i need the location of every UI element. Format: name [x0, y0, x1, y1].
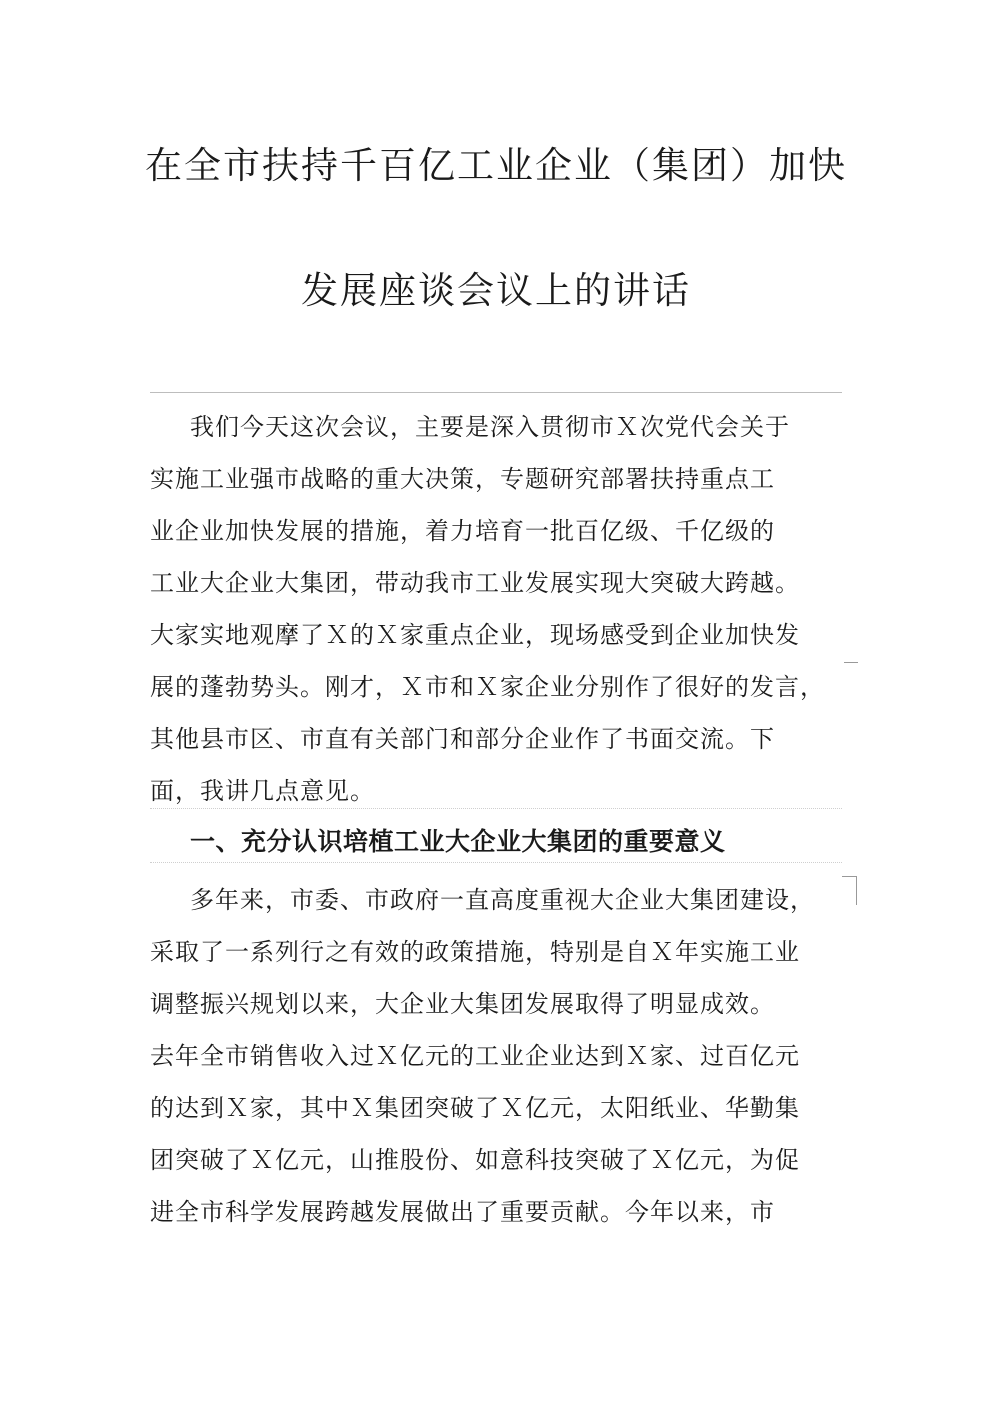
paragraph-line: 面，我讲几点意见。	[150, 777, 375, 805]
paragraph-line: 业企业加快发展的措施，着力培育一批百亿级、千亿级的	[150, 517, 775, 545]
paragraph-line: 调整振兴规划以来，大企业大集团发展取得了明显成效。	[150, 990, 775, 1018]
margin-mark	[844, 662, 858, 664]
paragraph-line: 采取了一系列行之有效的政策措施，特别是自Ｘ年实施工业	[150, 938, 800, 966]
paragraph-line: 大家实地观摩了Ｘ的Ｘ家重点企业，现场感受到企业加快发	[150, 621, 800, 649]
paragraph-line: 去年全市销售收入过Ｘ亿元的工业企业达到Ｘ家、过百亿元	[150, 1042, 800, 1070]
paragraph-line: 的达到Ｘ家，其中Ｘ集团突破了Ｘ亿元，太阳纸业、华勤集	[150, 1094, 800, 1122]
paragraph-line: 工业大企业大集团，带动我市工业发展实现大突破大跨越。	[150, 569, 800, 597]
section-divider	[150, 862, 842, 863]
header-divider	[150, 392, 842, 393]
paragraph-line: 多年来，市委、市政府一直高度重视大企业大集团建设，	[190, 886, 815, 914]
paragraph-line: 团突破了Ｘ亿元，山推股份、如意科技突破了Ｘ亿元，为促	[150, 1146, 800, 1174]
paragraph-line: 其他县市区、市直有关部门和部分企业作了书面交流。下	[150, 725, 775, 753]
paragraph-line: 实施工业强市战略的重大决策，专题研究部署扶持重点工	[150, 465, 775, 493]
paragraph-line: 我们今天这次会议，主要是深入贯彻市Ｘ次党代会关于	[190, 413, 790, 441]
section-heading: 一、充分认识培植工业大企业大集团的重要意义	[190, 827, 726, 856]
section-divider	[150, 808, 842, 809]
paragraph-line: 进全市科学发展跨越发展做出了重要贡献。今年以来，市	[150, 1198, 775, 1226]
margin-mark	[842, 876, 857, 905]
document-title-line-2: 发展座谈会议上的讲话	[301, 269, 691, 312]
paragraph-line: 展的蓬勃势头。刚才，Ｘ市和Ｘ家企业分别作了很好的发言，	[150, 673, 825, 701]
document-title-line-1: 在全市扶持千百亿工业企业（集团）加快	[145, 144, 847, 187]
